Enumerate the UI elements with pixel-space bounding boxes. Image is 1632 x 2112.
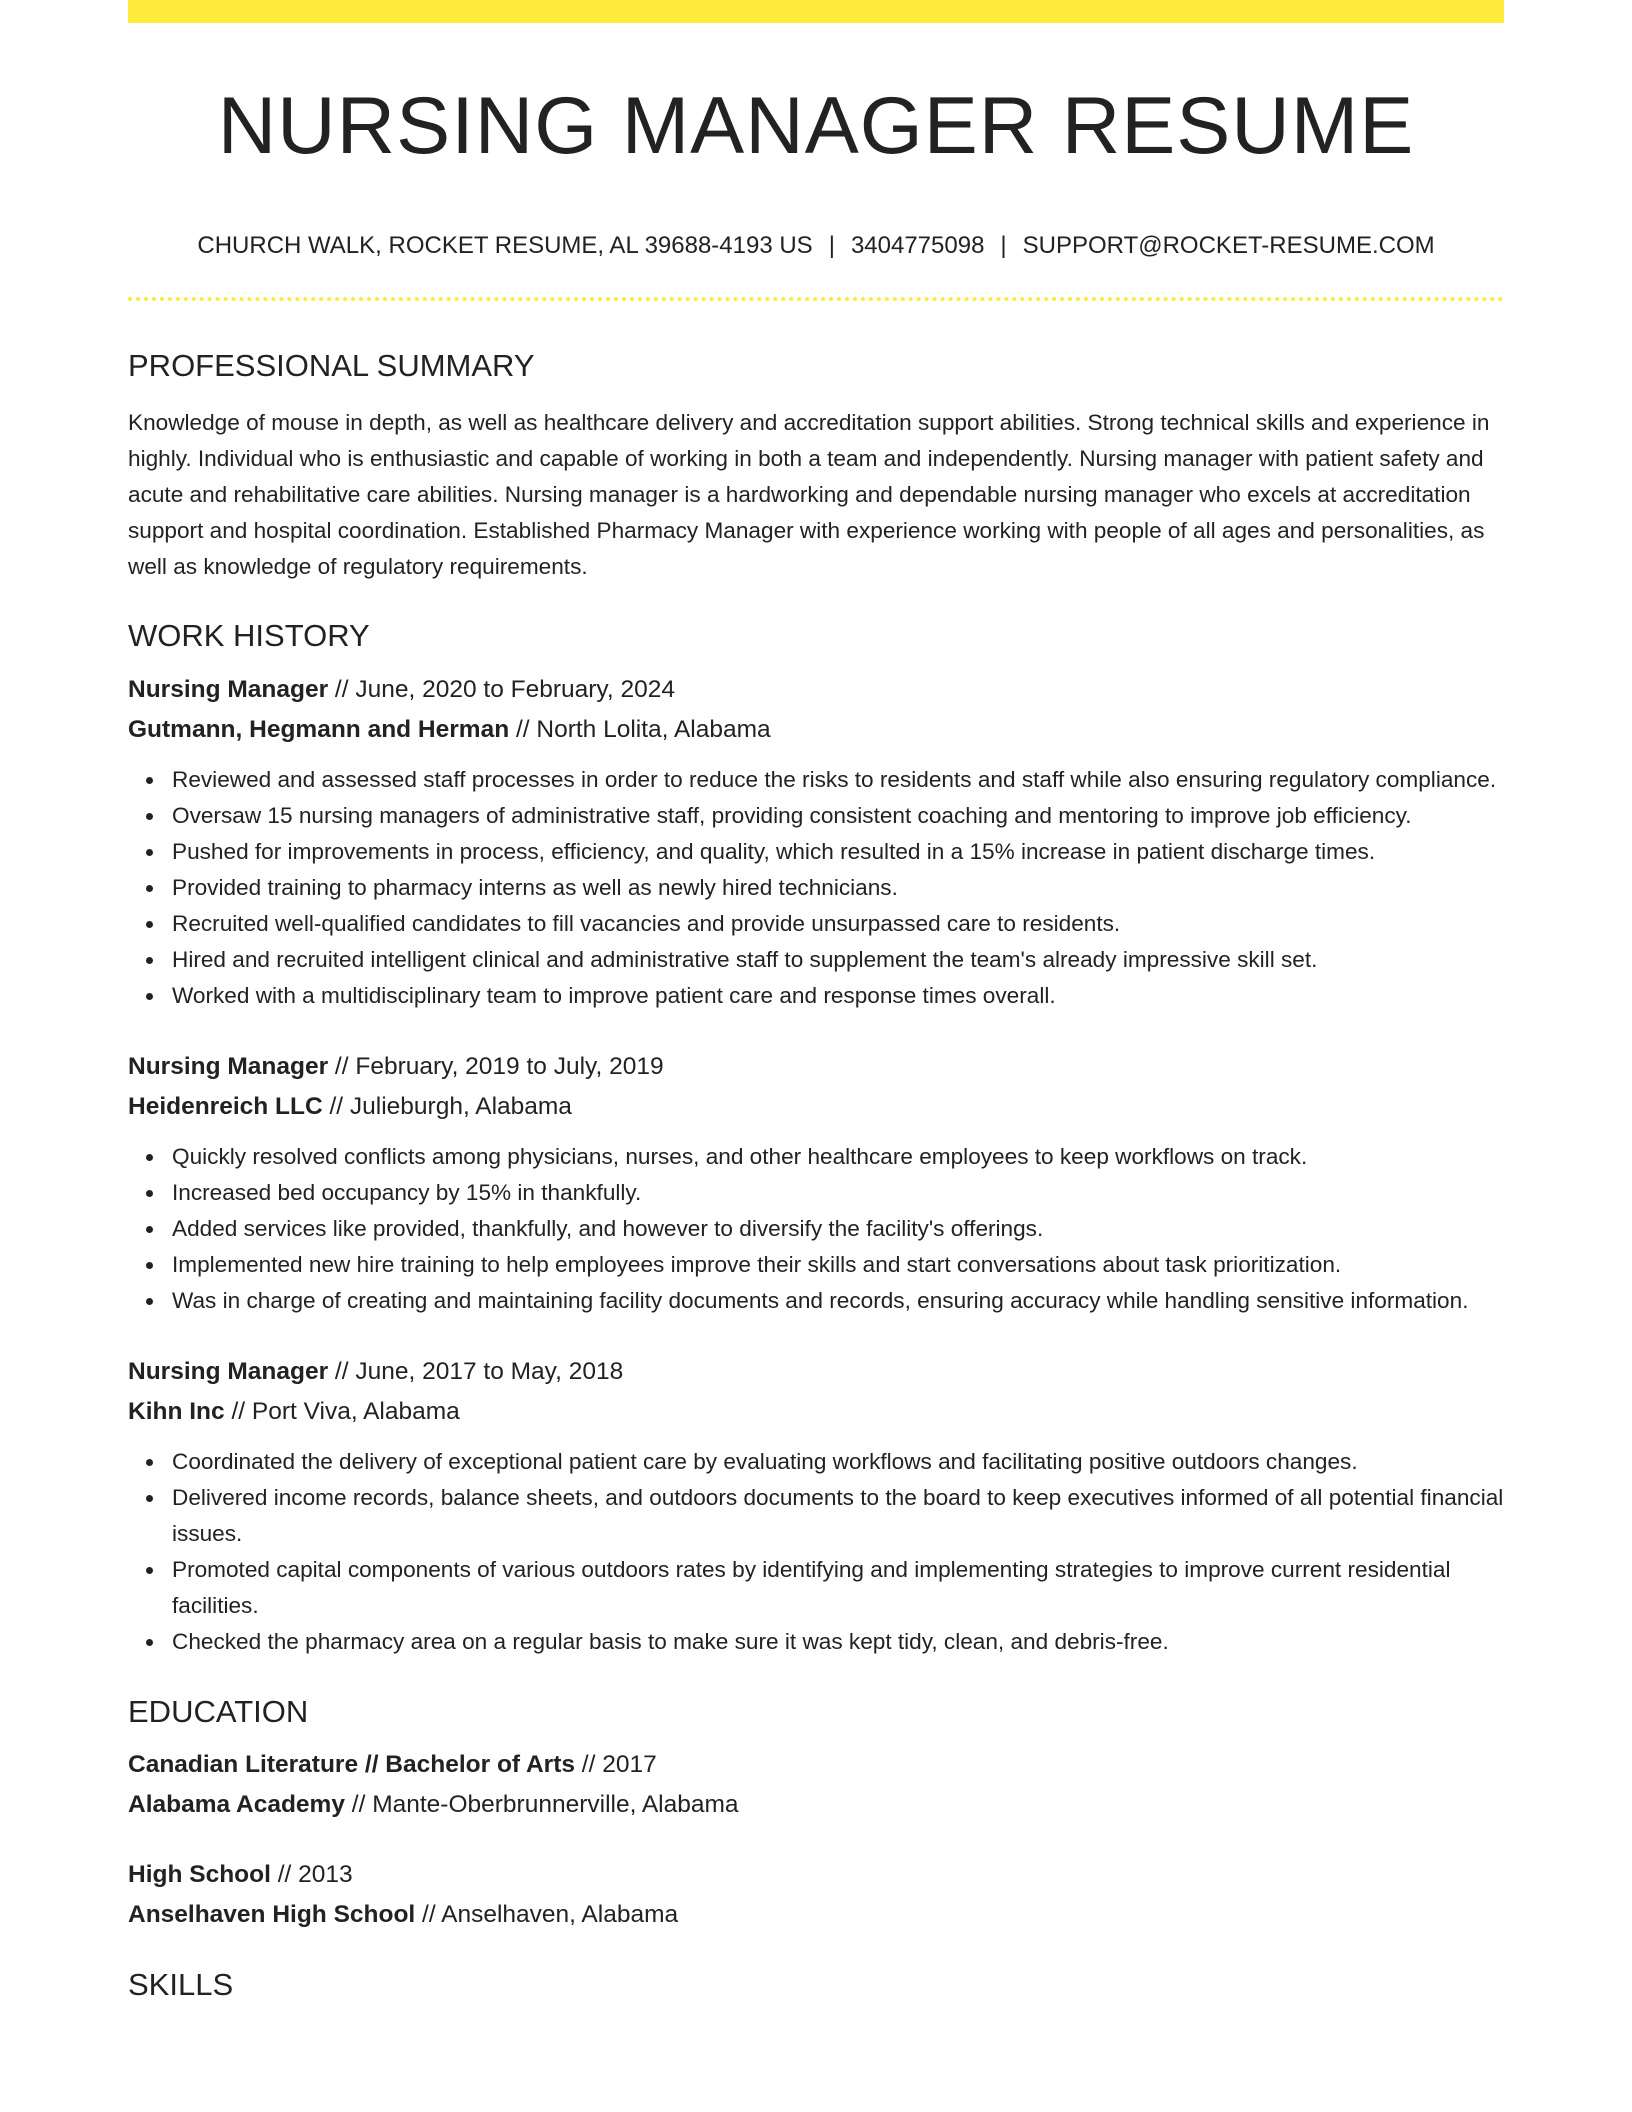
job-bullet: Oversaw 15 nursing managers of administrative staff, providing consistent coaching and mentoring to improve job efficiency. bbox=[172, 798, 1504, 834]
job-title-line bbox=[128, 1352, 1504, 1392]
job-location: // Port Viva, Alabama bbox=[224, 1398, 460, 1425]
degree: Canadian Literature // Bachelor of Arts bbox=[128, 1751, 575, 1778]
resume-title: NURSING MANAGER RESUME bbox=[217, 81, 1415, 171]
job-bullets bbox=[128, 1139, 1504, 1319]
contact-email: SUPPORT@ROCKET-RESUME.COM bbox=[1022, 232, 1435, 259]
job-bullet: Hired and recruited intelligent clinical and administrative staff to supplement the team's already impressive skill set. bbox=[172, 942, 1504, 978]
job-bullet: Promoted capital components of various outdoors rates by identifying and implementing strategies to improve current residential facilities. bbox=[172, 1552, 1504, 1624]
job-bullet: Provided training to pharmacy interns as well as newly hired technicians. bbox=[172, 870, 1504, 906]
graduation-year: // 2017 bbox=[575, 1751, 657, 1778]
degree: High School bbox=[128, 1861, 271, 1888]
job-company: Heidenreich LLC bbox=[128, 1093, 323, 1120]
job-location: // Julieburgh, Alabama bbox=[322, 1093, 572, 1120]
job-bullet: Coordinated the delivery of exceptional patient care by evaluating workflows and facilitating positive outdoors changes. bbox=[172, 1444, 1504, 1480]
work-history-heading: WORK HISTORY bbox=[128, 618, 370, 653]
job-bullet: Delivered income records, balance sheets, and outdoors documents to the board to keep executives informed of all potential financial issues. bbox=[172, 1480, 1504, 1552]
job-title: Nursing Manager bbox=[128, 1053, 329, 1080]
job-entry bbox=[128, 670, 1504, 1014]
job-company: Kihn Inc bbox=[128, 1398, 225, 1425]
job-bullet: Added services like provided, thankfully, and however to diversify the facility's offerings. bbox=[172, 1211, 1504, 1247]
job-bullet: Was in charge of creating and maintaining facility documents and records, ensuring accuracy while handling sensitive information. bbox=[172, 1283, 1504, 1319]
job-company-line bbox=[128, 710, 1504, 750]
job-title: Nursing Manager bbox=[128, 1358, 329, 1385]
school-location: // Anselhaven, Alabama bbox=[415, 1901, 679, 1928]
job-bullet: Checked the pharmacy area on a regular basis to make sure it was kept tidy, clean, and debris-free. bbox=[172, 1624, 1504, 1660]
job-bullets bbox=[128, 762, 1504, 1014]
job-bullet: Implemented new hire training to help employees improve their skills and start conversations about task prioritization. bbox=[172, 1247, 1504, 1283]
job-bullet: Pushed for improvements in process, efficiency, and quality, which resulted in a 15% increase in patient discharge times. bbox=[172, 834, 1504, 870]
job-title-line bbox=[128, 670, 1504, 710]
job-bullet: Quickly resolved conflicts among physicians, nurses, and other healthcare employees to keep workflows on track. bbox=[172, 1139, 1504, 1175]
resume-page bbox=[128, 0, 1504, 2000]
degree-line bbox=[128, 1745, 1504, 1785]
job-location: // North Lolita, Alabama bbox=[509, 716, 771, 743]
contact-separator: | bbox=[828, 232, 835, 259]
job-dates: // June, 2020 to February, 2024 bbox=[328, 676, 675, 703]
job-title-line bbox=[128, 1047, 1504, 1087]
education-entry bbox=[128, 1855, 1504, 1935]
school-location: // Mante-Oberbrunnerville, Alabama bbox=[344, 1791, 739, 1818]
summary-heading: PROFESSIONAL SUMMARY bbox=[128, 348, 535, 383]
job-bullet: Reviewed and assessed staff processes in order to reduce the risks to residents and staff while also ensuring regulatory compliance. bbox=[172, 762, 1504, 798]
summary-text: Knowledge of mouse in depth, as well as healthcare delivery and accreditation support abilities. Strong technical skills and experience in highly. Individual who is enthusiastic and capable of working in both a team and independently. Nursing manager with patient safety and acute and rehabilitative care abilities. Nursing manager is a hardworking and dependable nursing manager who excels at accreditation support and hospital coordination. Established Pharmacy Manager with experience working with people of all ages and personalities, as well as knowledge of regulatory requirements. bbox=[128, 410, 1490, 579]
contact-separator: | bbox=[1000, 232, 1007, 259]
job-entry bbox=[128, 1047, 1504, 1319]
contact-address: CHURCH WALK, ROCKET RESUME, AL 39688-4193 US bbox=[197, 232, 813, 259]
contact-phone: 3404775098 bbox=[850, 232, 985, 259]
top-accent-bar bbox=[128, 0, 1504, 23]
school-name: Alabama Academy bbox=[128, 1791, 345, 1818]
dotted-divider bbox=[128, 297, 1504, 301]
job-dates: // February, 2019 to July, 2019 bbox=[328, 1053, 664, 1080]
job-company: Gutmann, Hegmann and Herman bbox=[128, 716, 510, 743]
degree-line bbox=[128, 1855, 1504, 1895]
education-entry bbox=[128, 1745, 1504, 1825]
job-dates: // June, 2017 to May, 2018 bbox=[328, 1358, 624, 1385]
job-bullet: Increased bed occupancy by 15% in thankfully. bbox=[172, 1175, 1504, 1211]
job-bullet: Recruited well-qualified candidates to fill vacancies and provide unsurpassed care to residents. bbox=[172, 906, 1504, 942]
job-company-line bbox=[128, 1392, 1504, 1432]
education-heading: EDUCATION bbox=[128, 1694, 309, 1729]
skills-heading: SKILLS bbox=[128, 1967, 234, 2002]
school-name: Anselhaven High School bbox=[128, 1901, 416, 1928]
school-line bbox=[128, 1895, 1504, 1935]
job-bullet: Worked with a multidisciplinary team to improve patient care and response times overall. bbox=[172, 978, 1504, 1014]
contact-line bbox=[128, 234, 1504, 258]
job-company-line bbox=[128, 1087, 1504, 1127]
graduation-year: // 2013 bbox=[270, 1861, 353, 1888]
job-title: Nursing Manager bbox=[128, 676, 329, 703]
school-line bbox=[128, 1785, 1504, 1825]
job-entry bbox=[128, 1352, 1504, 1660]
job-bullets bbox=[128, 1444, 1504, 1660]
